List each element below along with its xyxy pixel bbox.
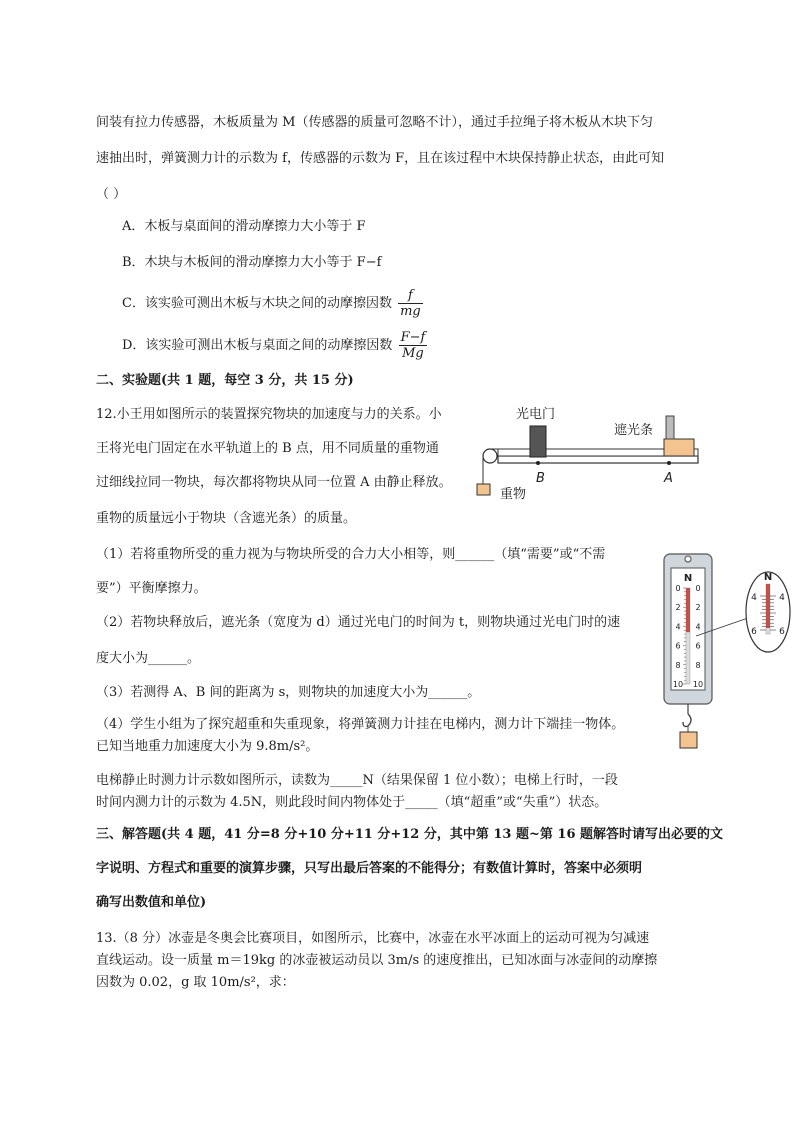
q13-line-1: 13.（8 分）冰壶是冬奥会比赛项目，如图所示，比赛中，冰壶在水平冰面上的运动可视为匀减速	[96, 931, 650, 946]
scale-tick-label-right: 0	[695, 584, 701, 593]
scale-tick-label-left: 10	[672, 680, 684, 689]
q12-part-4-line-3: 电梯静止时测力计示数如图所示，读数为_____N（结果保留 1 位小数）；电梯上行时，一段	[96, 773, 618, 788]
shading-strip	[666, 416, 674, 439]
point-b-dot	[536, 461, 540, 465]
scale-tick-label-left: 4	[675, 622, 681, 632]
q11-option-c-fraction	[398, 288, 423, 319]
scale-unit-label: N	[683, 573, 693, 584]
scale-tick-label-right: 8	[695, 660, 701, 670]
scale-tick-label-left: 2	[675, 603, 681, 613]
point-b-label: B	[536, 471, 545, 486]
q11-line-1: 间装有拉力传感器，木板质量为 M（传感器的质量可忽略不计），通过手拉绳子将木板从木块下匀	[96, 115, 653, 130]
q11-option-d-numerator: F−f	[400, 330, 426, 345]
photogate-label: 光电门	[516, 407, 556, 422]
hanging-weight	[477, 484, 490, 495]
zoom-unit-label: N	[763, 572, 773, 583]
section-3-heading-line-3: 确写出数值和单位)	[96, 895, 207, 910]
scale-top-ring	[685, 556, 691, 562]
scale-hook	[683, 714, 691, 727]
scale-tick-label-right: 4	[695, 622, 701, 632]
q11-option-c-denominator: mg	[400, 304, 421, 319]
scale-indicator	[686, 588, 690, 632]
q12-part-2-line-1: （2）若物块释放后，遮光条（宽度为 d）通过光电门的时间为 t，则物块通过光电门时的速	[96, 615, 621, 630]
section-3-heading-line-2: 字说明、方程式和重要的演算步骤，只写出最后答案的不能得分；有数值计算时，答案中必须明	[96, 861, 643, 876]
q12-part-4-line-2: 已知当地重力加速度大小为 9.8m/s²。	[96, 739, 319, 754]
q11-option-b: B．木块与木板间的滑动摩擦力大小等于 F−f	[122, 255, 382, 270]
q12-part-4-line-1: （4）学生小组为了探究超重和失重现象，将弹簧测力计挂在电梯内，测力计下端挂一物体。	[96, 717, 625, 732]
q12-intro-1: 12.小王用如图所示的装置探究物块的加速度与力的关系。小	[96, 407, 442, 422]
point-a-dot	[667, 461, 671, 465]
scale-tick-label-right: 10	[692, 680, 704, 689]
q12-part-1-line-2: 要”）平衡摩擦力。	[96, 581, 207, 596]
section-3-heading-line-1: 三、解答题(共 4 题，41 分=8 分+10 分+11 分+12 分，其中第 13 题~第 16 题解答时请写出必要的文	[96, 827, 724, 842]
scale-tick-label-right: 6	[695, 641, 701, 651]
q11-option-d	[122, 330, 427, 361]
q12-part-1-line-1: （1）若将重物所受的重力视为与物块所受的合力大小相等，则______（填“需要”或“不需	[96, 547, 606, 562]
point-a-label: A	[664, 471, 673, 486]
q11-option-c-text: C．该实验可测出木板与木块之间的动摩擦因数	[122, 296, 392, 311]
shading-strip-label: 遮光条	[614, 423, 654, 438]
q11-line-2: 速抽出时，弹簧测力计的示数为 f，传感器的示数为 F，且在该过程中木块保持静止状态，由此可知	[96, 151, 665, 166]
q12-part-2-line-2: 度大小为______。	[96, 651, 201, 666]
section-2-heading: 二、实验题(共 1 题，每空 3 分，共 15 分)	[96, 373, 354, 388]
q12-part-3: （3）若测得 A、B 间的距离为 s，则物块的加速度大小为______。	[96, 685, 481, 700]
hanging-object	[680, 732, 697, 748]
q12-intro-3: 过细线拉同一物块，每次都将物块从同一位置 A 由静止释放。	[96, 475, 452, 490]
zoom-label-bottom-left: 6	[751, 627, 757, 637]
q11-option-d-fraction	[399, 330, 428, 361]
pulley	[483, 449, 497, 463]
scale-tick-label-left: 8	[675, 660, 681, 670]
q11-option-d-text: D．该实验可测出木板与桌面之间的动摩擦因数	[122, 338, 393, 353]
scale-tick-label-left: 6	[675, 641, 681, 651]
q11-option-c	[122, 288, 423, 319]
q13-line-2: 直线运动。设一质量 m＝19kg 的冰壶被运动员以 3m/s 的速度推出，已知冰面与冰壶间的动摩擦	[96, 953, 658, 968]
scale-tick-label-right: 2	[695, 603, 701, 613]
weight-label: 重物	[500, 487, 527, 502]
q12-part-4-line-4: 时间内测力计的示数为 4.5N，则此段时间内物体处于_____（填“超重”或“失重”）状态。	[96, 795, 608, 810]
track-apparatus-figure	[470, 398, 710, 510]
zoom-label-top-left: 4	[751, 593, 757, 603]
zoom-label-bottom-right: 6	[779, 627, 785, 637]
photogate	[530, 426, 546, 457]
spring-scale-figure	[656, 548, 792, 764]
zoom-label-top-right: 4	[779, 593, 785, 603]
q13-line-3: 因数为 0.02，g 取 10m/s²，求：	[96, 975, 295, 990]
block	[664, 439, 694, 456]
q12-intro-2: 王将光电门固定在水平轨道上的 B 点，用不同质量的重物通	[96, 441, 439, 456]
q11-option-c-numerator: f	[398, 288, 423, 304]
zoom-indicator	[766, 584, 770, 628]
q11-option-a: A．木板与桌面间的滑动摩擦力大小等于 F	[122, 219, 366, 234]
q11-option-d-denominator: Mg	[402, 346, 424, 361]
q12-intro-4: 重物的质量远小于物块（含遮光条）的质量。	[96, 511, 357, 526]
q11-answer-brackets: （ ）	[96, 187, 127, 202]
scale-tick-label-left: 0	[675, 584, 681, 593]
